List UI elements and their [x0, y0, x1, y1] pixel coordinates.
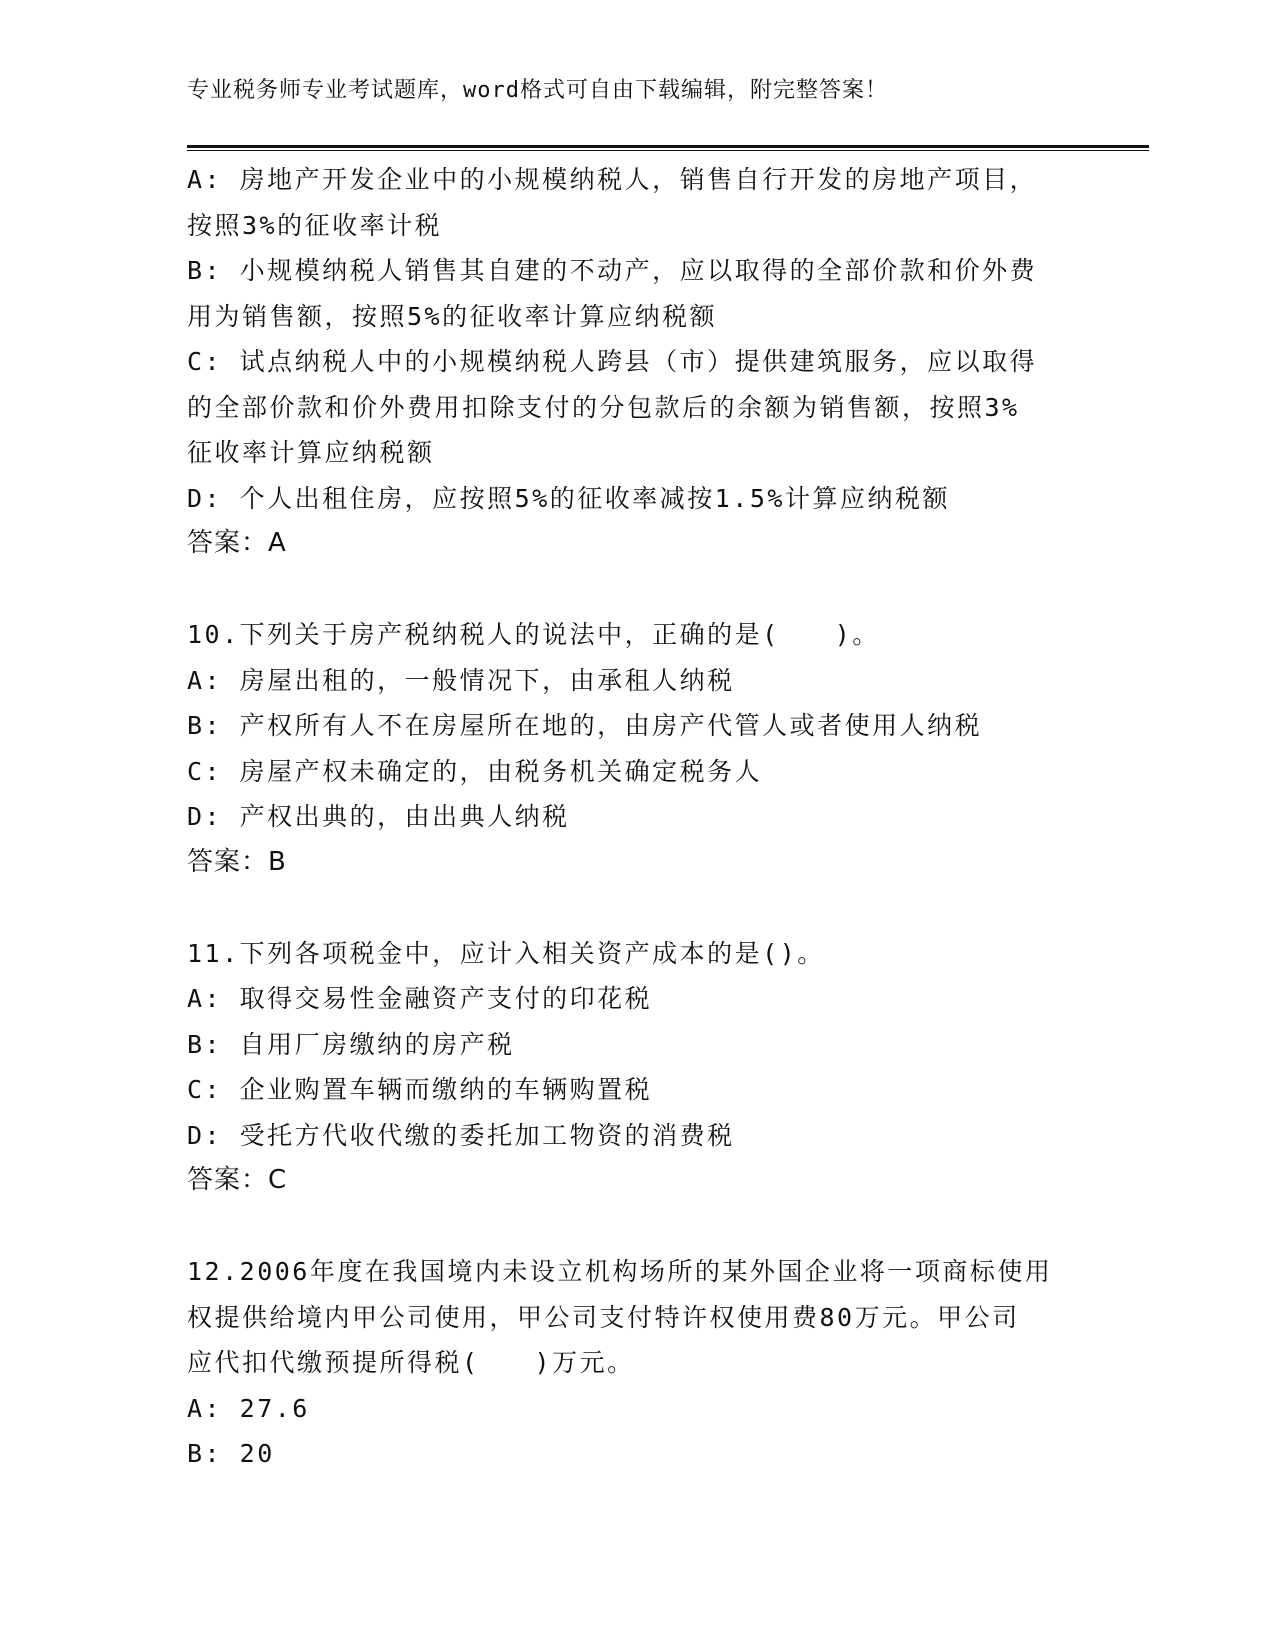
option-line: D: 个人出租住房，应按照5%的征收率减按1.5%计算应纳税额 — [187, 483, 950, 513]
answer-line: 答案：C — [187, 1165, 288, 1195]
question-block-11 — [187, 931, 1087, 1204]
header-rule-thin — [187, 150, 1149, 151]
option-a: A: 房屋出租的，一般情况下，由承租人纳税 — [187, 665, 735, 695]
option-line: B: 小规模纳税人销售其自建的不动产，应以取得的全部价款和价外费 — [187, 256, 1038, 285]
spacer — [187, 885, 1087, 931]
option-b: B: 产权所有人不在房屋所在地的，由房产代管人或者使用人纳税 — [187, 711, 983, 740]
answer-line: 答案：A — [187, 528, 287, 558]
option-c: C: 房屋产权未确定的，由税务机关确定税务人 — [187, 756, 763, 786]
question-block-12 — [187, 1249, 1087, 1477]
question-block-10 — [187, 612, 1087, 885]
option-line: 按照3%的征收率计税 — [187, 210, 443, 240]
option-b: B: 自用厂房缴纳的房产税 — [187, 1029, 515, 1059]
question-text: 应代扣代缴预提所得税( )万元。 — [187, 1348, 635, 1377]
option-line: 用为销售额，按照5%的征收率计算应纳税额 — [187, 301, 718, 331]
document-body — [187, 157, 1087, 1477]
option-line: C: 试点纳税人中的小规模纳税人跨县（市）提供建筑服务，应以取得 — [187, 347, 1038, 376]
option-a: A: 取得交易性金融资产支付的印花税 — [187, 984, 653, 1013]
option-line: 的全部价款和价外费用扣除支付的分包款后的余额为销售额，按照3% — [187, 392, 1020, 422]
spacer — [187, 567, 1087, 613]
option-line: A: 房地产开发企业中的小规模纳税人，销售自行开发的房地产项目， — [187, 165, 1038, 194]
page-header: 专业税务师专业考试题库，word格式可自由下载编辑，附完整答案！ — [187, 78, 888, 103]
question-text: 权提供给境内甲公司使用，甲公司支付特许权使用费80万元。甲公司 — [187, 1302, 1020, 1332]
header-rule-thick — [187, 145, 1149, 148]
question-block-prev — [187, 157, 1087, 567]
question-text: 12.2006年度在我国境内未设立机构场所的某外国企业将一项商标使用 — [187, 1257, 1053, 1286]
option-d: D: 产权出典的，由出典人纳税 — [187, 802, 570, 831]
question-text: 11.下列各项税金中，应计入相关资产成本的是()。 — [187, 938, 825, 968]
option-d: D: 受托方代收代缴的委托加工物资的消费税 — [187, 1120, 735, 1150]
question-text: 10.下列关于房产税纳税人的说法中，正确的是( )。 — [187, 620, 880, 649]
spacer — [187, 1204, 1087, 1250]
option-a: A: 27.6 — [187, 1393, 310, 1423]
option-c: C: 企业购置车辆而缴纳的车辆购置税 — [187, 1075, 653, 1104]
option-b: B: 20 — [187, 1439, 275, 1468]
answer-line: 答案：B — [187, 846, 287, 877]
option-line: 征收率计算应纳税额 — [187, 438, 435, 467]
